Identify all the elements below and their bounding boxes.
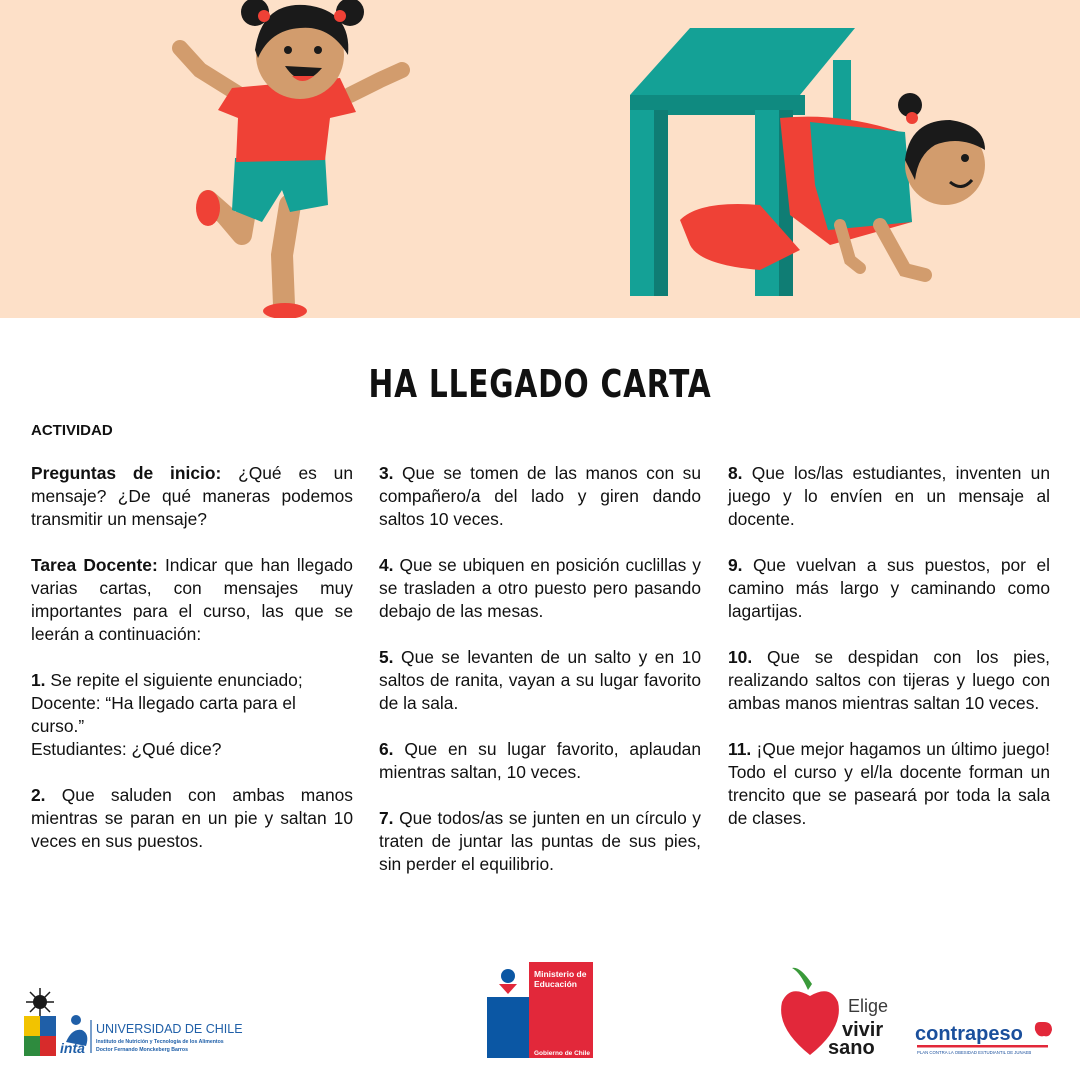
paragraph-step-11 — [728, 738, 1050, 830]
page-title: HA LLEGADO CARTA — [368, 362, 712, 406]
inta-short: inta — [60, 1040, 85, 1056]
paragraph-text: Se repite el siguiente enunciado; — [45, 670, 303, 690]
paragraph-step-7 — [379, 807, 701, 876]
contrapeso-logo — [915, 1022, 1052, 1055]
step-number: 1. — [31, 670, 46, 690]
sun-icon — [26, 988, 54, 1016]
paragraph-text: ¿Qué es un mensaje? ¿De qué maneras podemos transmitir un mensaje? — [31, 463, 353, 529]
step-number: 5. — [379, 647, 394, 667]
paragraph-text: Indicar que han llegado varias cartas, con mensajes muy importantes para el curso, las que se leerán a continuación: — [31, 555, 353, 644]
inta-line1: Instituto de Nutrición y Tecnología de los Alimentos — [96, 1039, 224, 1045]
leaf-icon — [792, 968, 812, 990]
contrapeso-tagline: PLAN CONTRA LA OBESIDAD ESTUDIANTIL DE JUNAEB — [917, 1050, 1032, 1055]
paragraph-line: Docente: “Ha llegado carta para el curso.” — [31, 693, 296, 736]
paragraph-text: Que se tomen de las manos con su compañero/a del lado y giren dando saltos 10 veces. — [379, 463, 701, 529]
elige-vivir-sano-logo — [781, 968, 888, 1059]
vivir-text: vivir — [842, 1019, 884, 1041]
paragraph-tarea — [31, 554, 353, 646]
paragraph-lead: Tarea Docente: — [31, 555, 158, 575]
step-number: 2. — [31, 785, 46, 805]
paragraph-lead: Preguntas de inicio: — [31, 463, 222, 483]
paragraph-step-8 — [728, 462, 1050, 531]
elige-text: Elige — [848, 996, 889, 1016]
crawling-girl-illustration — [680, 93, 985, 275]
illustration-svg — [0, 0, 1080, 318]
jumping-girl-illustration — [180, 0, 402, 318]
hero-illustration — [0, 0, 1080, 318]
paragraph-text: Que se ubiquen en posición cuclillas y se trasladen a otro puesto pero pasando debajo de las mesas. — [379, 555, 701, 621]
column-3 — [728, 462, 1050, 853]
paragraph-text: Que vuelvan a sus puestos, por el camino más largo y caminando como lagartijas. — [728, 555, 1050, 621]
paragraph-line: Estudiantes: ¿Qué dice? — [31, 739, 222, 759]
paragraph-text: Que en su lugar favorito, aplaudan mientras saltan, 10 veces. — [379, 739, 701, 782]
paragraph-text: Que todos/as se junten en un círculo y traten de juntar las puntas de sus pies, sin perder el equilibrio. — [379, 808, 701, 874]
section-label: ACTIVIDAD — [31, 422, 113, 439]
paragraph-text: Que los/las estudiantes, inventen un juego y lo envíen en un mensaje al docente. — [728, 463, 1050, 529]
paragraph-step-1 — [31, 669, 353, 761]
step-number: 4. — [379, 555, 394, 575]
mineduc-line1: Ministerio de — [534, 969, 587, 979]
paragraph-text: Que se despidan con los pies, realizando saltos con tijeras y luego con ambas manos mientras saltan 10 veces. — [728, 647, 1050, 713]
universidad-de-chile-logo — [24, 988, 243, 1056]
paragraph-step-9 — [728, 554, 1050, 623]
paragraph-text: ¡Que mejor hagamos un último juego! Todo el curso y el/la docente forman un trencito que se paseará por toda la sala de clases. — [728, 739, 1050, 828]
paragraph-text: Que saluden con ambas manos mientras se paran en un pie y saltan 10 veces en sus puestos. — [31, 785, 353, 851]
shield-icon — [24, 1016, 56, 1056]
column-2 — [379, 462, 701, 899]
uchile-name: UNIVERSIDAD DE CHILE — [96, 1022, 243, 1036]
gobierno-label: Gobierno de Chile — [534, 1050, 590, 1057]
contrapeso-text: contrapeso — [915, 1023, 1023, 1045]
apple-icon — [1035, 1022, 1052, 1036]
step-number: 6. — [379, 739, 394, 759]
paragraph-preguntas — [31, 462, 353, 531]
step-number: 9. — [728, 555, 743, 575]
step-number: 8. — [728, 463, 743, 483]
step-number: 3. — [379, 463, 394, 483]
sano-text: sano — [828, 1037, 875, 1059]
step-number: 10. — [728, 647, 753, 667]
paragraph-text: Que se levanten de un salto y en 10 saltos de ranita, vayan a su lugar favorito de la sala. — [379, 647, 701, 713]
column-1 — [31, 462, 353, 876]
footer-logos — [0, 950, 1080, 1080]
paragraph-step-5 — [379, 646, 701, 715]
paragraph-step-4 — [379, 554, 701, 623]
paragraph-step-6 — [379, 738, 701, 784]
paragraph-step-3 — [379, 462, 701, 531]
mineduc-line2: Educación — [534, 979, 577, 989]
inta-line2: Doctor Fernando Monckeberg Barros — [96, 1047, 188, 1053]
paragraph-step-2 — [31, 784, 353, 853]
step-number: 11. — [728, 739, 752, 759]
mineduc-logo — [487, 962, 593, 1058]
step-number: 7. — [379, 808, 394, 828]
paragraph-step-10 — [728, 646, 1050, 715]
